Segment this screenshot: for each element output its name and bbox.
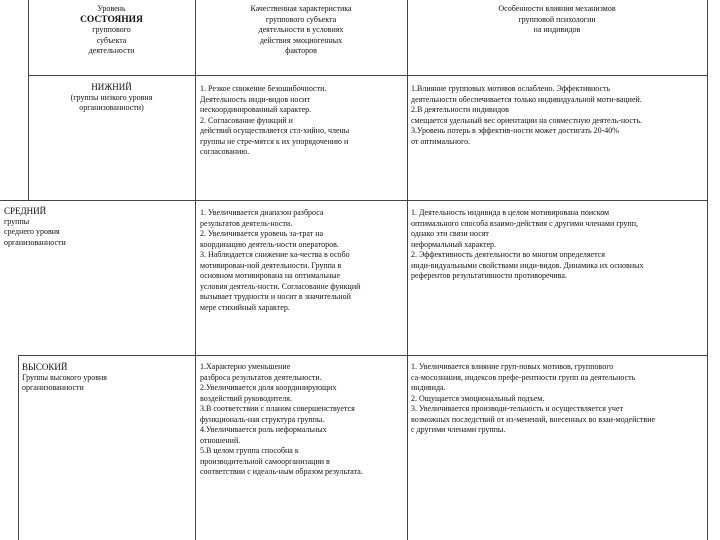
header-bottom-border	[28, 75, 707, 76]
header-state-label: СОСТОЯНИЯ	[80, 14, 143, 25]
table-border-left	[28, 0, 29, 200]
header-characteristic: Качественная характеристика группового субъекта деятельности в условиях действия эмоциогенных факторов	[250, 4, 352, 55]
row-medium-characteristic: 1. Увеличивается диапазон разброса результатов деятель-ности. 2. Увеличивается уровень за-трат на координацию деятель-ности операторов. 3. Наблюдается снижение ка-чества в особо мотивирован-ной деятельности. Группа в основном мотивирована на оптимальные условия деятель-ности. Согласование функций вызывает трудности и носит в значительной мере стихийный характер.	[200, 208, 361, 312]
row-medium-features: 1. Деятельность индивида в целом мотивирована поиском оптимального способа взаимо-действия с другими членами групп, однако эти связи носят неформальный характер. 2. Эффективность деятельности во многом определяется инди-видуальными свойствами инди-видов. Динамика их основных референтов результативности противоречива.	[411, 208, 644, 280]
header-subject-label: группового субъекта деятельности	[88, 25, 135, 55]
header-features: Особенности влияния механизмов групповой психологии на индивидов	[498, 4, 616, 34]
row-low-features: 1.Влияние групповых мотивов ослаблено. Эффективность деятельности обеспечивается только индивидуальной моти-вацией. 2.В деятельности индивидов смещается удельный вес ориентации на совместную деятель-ность. 3.Уровень потерь в эффектив-ности может достигать 20-40% от оптимального.	[411, 84, 643, 146]
row-low-level	[30, 82, 193, 114]
level-medium-title: СРЕДНИЙ	[4, 206, 47, 216]
level-high-title: ВЫСОКИЙ	[22, 362, 68, 372]
level-medium-desc: группы среднего уровня организованности	[4, 216, 66, 247]
column-divider-1	[195, 0, 196, 540]
header-level-label: Уровень	[97, 4, 126, 13]
row-low-characteristic: 1. Резкое снижение безошибочности. Деятельность инди-видов носит нескоординированный характер. 2. Согласование функций и действий осуществляется стл-хийно, члены группы не стре-мятся к их упорядочению и согласованию.	[200, 84, 350, 156]
level-low-desc: (группы низкого уровня организованности)	[70, 92, 153, 112]
table-border-right	[707, 0, 708, 540]
row-high-level	[22, 362, 192, 394]
row-divider-2	[18, 355, 707, 356]
column-divider-2	[407, 0, 408, 540]
table-border-left-lower	[18, 355, 19, 540]
row-divider-1	[0, 200, 707, 201]
level-low-title: НИЖНИЙ	[91, 82, 132, 92]
level-high-desc: Группы высокого уровня организованности	[22, 372, 107, 392]
row-medium-level	[4, 206, 192, 248]
row-high-features: 1. Увеличивается влияние груп-повых мотивов, группового са-мосознания, индексов префе-рентности групп на деятельность индивида. 2. Ощущается эмоциональный подъем. 3. Увеличивается производи-тельность и осуществляется учет возможных последствий от из-менений, внесенных во взаи-модействие с другими членами группы.	[411, 362, 656, 434]
row-high-characteristic: 1.Характерно уменьшение разброса результатов деятельности. 2.Увеличивается доля координирующих воздействий руководителя. 3.В соответствии с планом совершенствуется функциональ-ная структура группы. 4.Увеличивается роль неформальных отношений. 5.В целом группа способна к производительной самоорганизации в соответствии с идеаль-ным образом результата.	[200, 362, 363, 476]
header-level-state	[30, 4, 193, 57]
